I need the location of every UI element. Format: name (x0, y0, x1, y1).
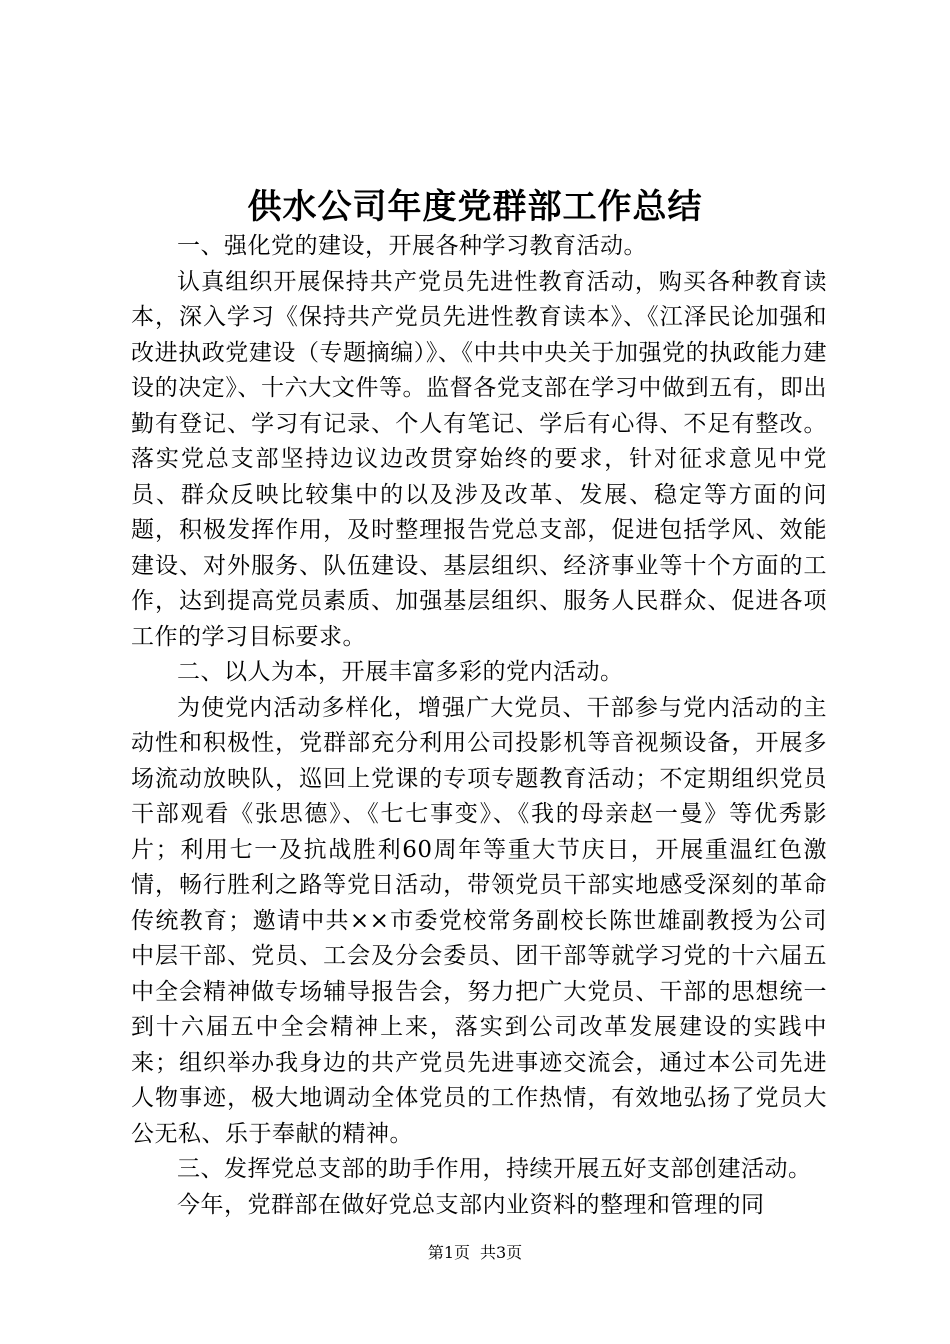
paragraph-1: 认真组织开展保持共产党员先进性教育活动，购买各种教育读本，深入学习《保持共产党员先进性教育读本》、《江泽民论加强和改进执政党建设（专题摘编）》、《中共中央关于加强党的执政能力建设的决定》、十六大文件等。监督各党支部在学习中做到五有，即出勤有登记、学习有记录、个人有笔记、学后有心得、不足有整改。落实党总支部坚持边议边改贯穿始终的要求，针对征求意见中党员、群众反映比较集中的以及涉及改革、发展、稳定等方面的问题，积极发挥作用，及时整理报告党总支部，促进包括学风、效能建设、对外服务、队伍建设、基层组织、经济事业等十个方面的工作，达到提高党员素质、加强基层组织、服务人民群众、促进各项工作的学习目标要求。 (131, 268, 827, 650)
document-title: 供水公司年度党群部工作总结 (247, 187, 703, 227)
paragraph-3: 今年，党群部在做好党总支部内业资料的整理和管理的同 (177, 1191, 765, 1218)
page-number: 第1页 (427, 1243, 470, 1262)
section-heading-2: 二、以人为本，开展丰富多彩的党内活动。 (177, 659, 624, 685)
document-body (131, 229, 827, 1223)
section-heading-3: 三、发挥党总支部的助手作用，持续开展五好支部创建活动。 (177, 1156, 812, 1182)
section-heading-1: 一、强化党的建设，开展各种学习教育活动。 (177, 233, 647, 259)
paragraph-2: 为使党内活动多样化，增强广大党员、干部参与党内活动的主动性和积极性，党群部充分利用公司投影机等音视频设备，开展多场流动放映队，巡回上党课的专项专题教育活动；不定期组织党员干部观看《张思德》、《七七事变》、《我的母亲赵一曼》等优秀影片；利用七一及抗战胜利60周年等重大节庆日，开展重温红色激情，畅行胜利之路等党日活动，带领党员干部实地感受深刻的革命传统教育；邀请中共××市委党校常务副校长陈世雄副教授为公司中层干部、党员、工会及分会委员、团干部等就学习党的十六届五中全会精神做专场辅导报告会，努力把广大党员、干部的思想统一到十六届五中全会精神上来，落实到公司改革发展建设的实践中来；组织举办我身边的共产党员先进事迹交流会，通过本公司先进人物事迹，极大地调动全体党员的工作热情，有效地弘扬了党员大公无私、乐于奉献的精神。 (131, 694, 827, 1147)
page-total: 共3页 (480, 1243, 523, 1262)
page-footer (0, 1241, 950, 1265)
